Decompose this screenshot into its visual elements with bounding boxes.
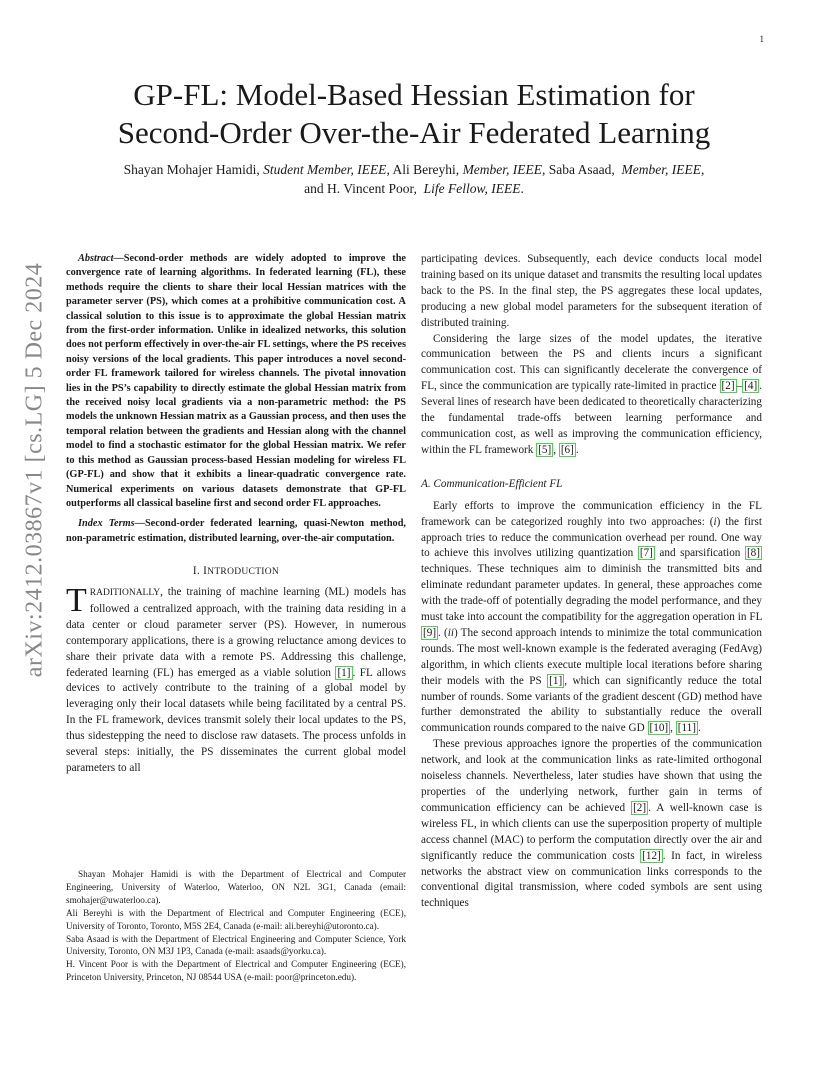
author-list [64,160,764,198]
citation-link[interactable]: [2] [721,380,735,393]
citation-link[interactable]: [2] [633,801,647,814]
period: . [575,443,579,456]
footnotes [66,868,406,984]
p4-text-a: These previous approaches ignore the properties of the communication network, and look at the communication links as rate-limited orthogonal noiseless channels. Nevertheless, later studies have shown that using the properties of the underlying network, further gain in terms of communication efficiency can be achieved [421,738,762,814]
intro-paragraph [66,582,406,777]
title-line-1: GP-FL: Model-Based Hessian Estimation for [133,77,695,112]
index-terms [66,517,406,546]
left-column [66,252,406,777]
p3-text-a: Early efforts to improve the communication efficiency in the FL framework can be categorized roughly into two approaches: ( [421,499,762,528]
p4-text-c: . In fact, in wireless networks the abstract view on communication links corresponds to the conventional digital transmission, where coded symbols are sent using techniques [421,849,762,910]
abstract-label: Abstract [78,253,114,264]
intro-text-b: . FL allows devices to actively contribute to the training of a global model by leveraging only their local datasets while being facilitated by a central PS. In the FL framework, devices transmit solely their local updates to the PS, thus sidestepping the need to disclose raw datasets. The process unfolds in several steps: initially, the PS disseminates the current global model parameters to all [66,666,406,774]
authors-line-2: and H. Vincent Poor, Life Fellow, IEEE. [304,181,524,196]
index-terms-label: Index Terms [78,518,135,530]
abstract [66,252,406,511]
paragraph-2 [421,332,762,459]
right-column [421,252,762,912]
citation-link[interactable]: [1] [549,674,563,687]
paper-title [64,76,764,152]
section-number: I. I [192,565,208,578]
footnote-1: Shayan Mohajer Hamidi is with the Department of Electrical and Computer Engineering, University of Waterloo, Waterloo, ON N2L 3G1, Canada (email: smohajer@uwaterloo.ca). [66,869,406,905]
p3-text-b: ) the first approach tries to reduce the communication overhead per round. One way to achieve this involves utilizing quantization [421,515,762,560]
intro-text-a: , the training of machine learning (ML) models has followed a centralized approach, with the training data residing in a data center or cloud parameter server (PS). However, in numerous contemporary applications, there is a growing reluctance among devices to share their private data with a remote PS. Addressing this challenge, federated learning (FL) has emerged as a viable solution [66,586,406,679]
citation-link[interactable]: [12] [642,849,661,862]
period: . [697,722,701,735]
arxiv-stamp [21,262,48,678]
citation-link[interactable]: [8] [746,547,760,560]
abstract-text: —Second-order methods are widely adopted to improve the convergence rate of learning algorithms. In federated learning (FL), these methods require the clients to share their local Hessian matrices with the parameter server (PS), which comes at a prohibitive communication cost. A classical solution to this issue is to approximate the global Hessian matrix from the first-order information. Unlike in idealized networks, this solution does not perform effectively in over-the-air FL settings, where the PS receives noisy versions of the local gradients. This paper introduces a novel second-order FL framework tailored for wireless channels. The pivotal innovation lies in the PS’s capability to directly estimate the global Hessian matrix from the received noisy local gradients via a non-parametric method: the PS models the unknown Hessian matrix as a Gaussian process, and then uses the temporal relation between the gradients and Hessian along with the channel model to find a stochastic estimator for the global Hessian matrix. We refer to this method as Gaussian process-based Hessian modeling for wireless FL (GP-FL) and show that it exhibits a linear-quadratic convergence rate. Numerical experiments on various datasets demonstrate that GP-FL outperforms all classical baseline first and second order FL approaches. [66,253,406,509]
paragraph-1: participating devices. Subsequently, each device conducts local model training based on its unique dataset and transmits the resulting local updates back to the PS. In the final step, the PS aggregates these local updates, producing a new global model parameters for the subsequent iteration of distributed training. [421,253,762,329]
p3-text-e: . ( [438,626,448,639]
p3-text-f: ) The second approach intends to minimize the total communication rounds. The most well-known example is the federated averaging (FedAvg) algorithm, in which clients execute multiple local iterations before sharing their models with the PS [421,626,762,687]
separator: , [670,722,676,735]
page-number: 1 [759,34,764,44]
footnote-3: Saba Asaad is with the Department of Electrical Engineering and Computer Science, York University, Toronto, ON M3J 1P3, Canada (e-mail: asaads@yorku.ca). [66,933,406,957]
paragraph-3 [421,499,762,738]
p2-text-a: Considering the large sizes of the model updates, the iterative communication between the PS and clients incurs a significant communication cost. This can significantly decelerate the convergence of FL, since the communication are typically rate-limited in practice [421,332,762,393]
enum-i: i [713,515,717,528]
p2-text-b: . Several lines of research have been dedicated to theoretically characterizing the fundamental trade-offs between learning performance and communication cost, as well as improving the communication efficiency, within the FL framework [421,380,762,456]
drop-cap: T [66,582,87,620]
citation-link[interactable]: [9] [423,626,437,639]
section-title: NTRODUCTION [207,567,280,578]
p4-text-b: . A well-known case is wireless FL, in which clients can use the superposition property of multiple access channel (MAC) to perform the computation directly over the air and significantly reduce the communication costs [421,801,762,862]
p3-text-c: and sparsification [654,547,745,560]
enum-ii: ii [447,626,454,639]
citation-link[interactable]: [7] [639,547,653,560]
citation-link[interactable]: [5] [538,443,552,456]
index-terms-text: —Second-order federated learning, quasi-Newton method, non-parametric estimation, distributed learning, over-the-air computation. [66,518,406,544]
citation-link[interactable]: [6] [560,443,574,456]
p3-text-d: techniques. These techniques aim to diminish the transmitted bits and eliminate redundant parameter updates. In general, these approaches come with the trade-off of potentially degrading the model performance, and they must take into account the compatibility for the aggregation operation in FL [421,563,762,624]
p3-text-g: , which can significantly reduce the total number of rounds. Some variants of the gradient descent (GD) method have further demonstrated the ability to substantially reduce the overall communication rounds compared to the naive GD [421,674,762,735]
subsection-heading: A. Communication-Efficient FL [421,477,563,490]
footnote-4: H. Vincent Poor is with the Department of Electrical and Computer Engineering (ECE), Princeton University, Princeton, NJ 08544 USA (e-mail: poor@princeton.edu). [66,959,406,983]
citation-link[interactable]: [1] [337,666,351,679]
paragraph-4 [421,737,762,912]
separator: , [553,443,559,456]
citation-link[interactable]: [4] [744,380,758,393]
citation-link[interactable]: [10] [649,722,669,735]
range-dash: – [736,380,743,393]
arxiv-stamp-text: arXiv:2412.03867v1 [cs.LG] 5 Dec 2024 [21,262,48,678]
authors-line-1: Shayan Mohajer Hamidi, Student Member, IEEE, Ali Bereyhi, Member, IEEE, Saba Asaad, Member, IEEE, [123,162,705,177]
intro-smallcaps: RADITIONALLY [89,588,161,599]
citation-link[interactable]: [11] [677,722,696,735]
title-line-2: Second-Order Over-the-Air Federated Learning [117,115,711,150]
footnote-2: Ali Bereyhi is with the Department of Electrical and Computer Engineering (ECE), University of Toronto, Toronto, M5S 2E4, Canada (e-mail: ali.bereyhi@utoronto.ca). [66,907,406,931]
section-heading-introduction [66,564,406,581]
